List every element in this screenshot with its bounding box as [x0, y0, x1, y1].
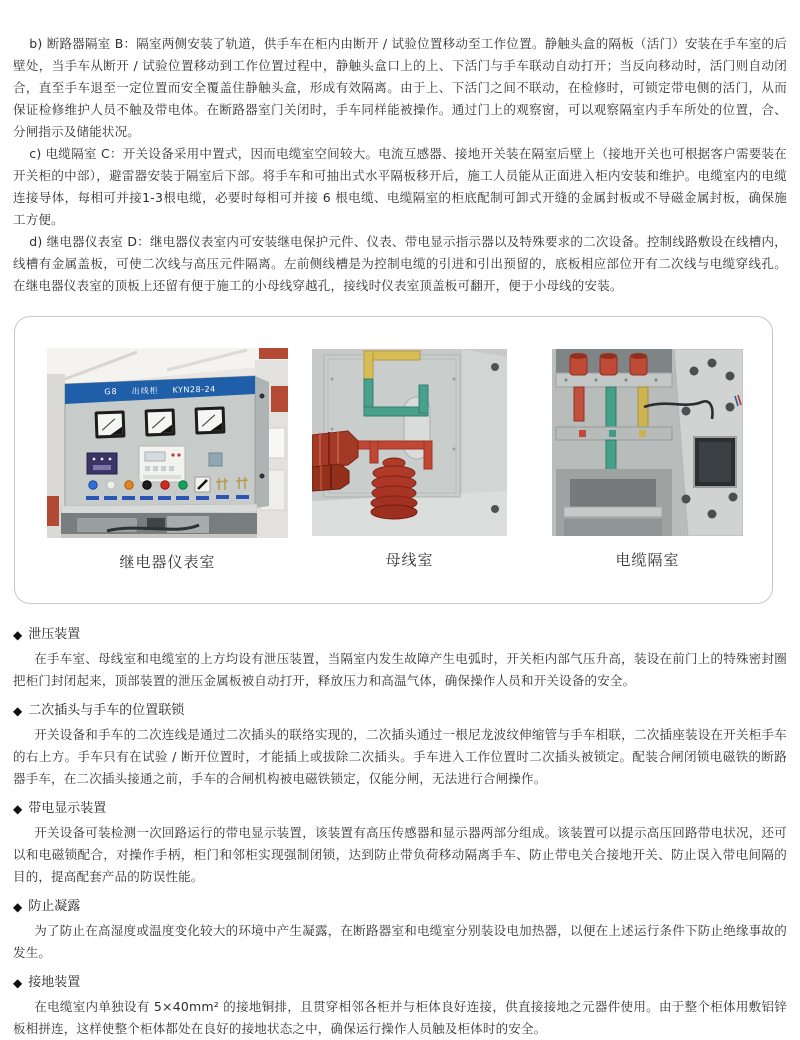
photo-busbar-room — [312, 349, 507, 570]
section-title-pressure-relief — [13, 626, 787, 644]
green-phase-strap — [606, 387, 616, 429]
caption-busbar-room: 母线室 — [385, 551, 434, 569]
cable-compartment-image — [552, 349, 743, 536]
small-module — [209, 453, 222, 466]
caption-relay-room: 继电器仪表室 — [119, 553, 216, 571]
section-body-live-display: 开关设备可装检测一次回路运行的带电显示装置，该装置有高压传感器和显示器两部分组成。该装置可以提示高压回路带电状况，还可以和电磁锁配合，对操作手柄，柜门和邻柜实现强制闭锁，达到防止带负荷移动隔离手车、防止带电关合接地开关、防止误入带电间隔的目的，提高配套产品的防误性能。 — [13, 825, 787, 884]
nameplate-cabinet: 出线柜 — [131, 385, 159, 396]
protection-relay-unit — [139, 446, 185, 482]
section-title-grounding-device — [13, 974, 787, 992]
nameplate-scheme: G8 — [104, 386, 118, 396]
section-body-secondary-plug-interlock: 开关设备和手车的二次连线是通过二次插头的联络实现的，二次插头通过一根尼龙波纹伸缩管与手车相联，二次插座装设在开关柜手车的右上方。手车只有在试验 / 断开位置时，才能插上或拔除二次插头。手车进入工作位置时二次插头被锁定。配装合闸闭锁电磁铁的断路器手车，在二次插头接通之前，手车的合闸机构被电磁铁锁定，仅能分闸，无法进行合闸操作。 — [13, 727, 787, 786]
analog-meter — [145, 408, 176, 436]
control-switch — [195, 477, 210, 492]
red-phase-strap — [574, 387, 584, 421]
vent-hole — [491, 363, 499, 371]
section-title-condensation-prevention — [13, 898, 787, 916]
photo-panel-frame — [14, 316, 773, 604]
indicator-subpanel — [87, 453, 117, 474]
relay-room-illustration — [47, 348, 288, 538]
section-body-grounding-device: 在电缆室内单独设有 5×40mm² 的接地铜排，且贯穿相邻各柜并与柜体良好连接，供直接接地之元器件使用。由于整个柜体用敷铝锌板相拼连，这样使整个柜体都处在良好的接地状态之中，确保运行操作人员触及柜体时的安全。 — [13, 999, 787, 1036]
diamond-bullet-icon: ◆ — [13, 976, 23, 990]
inspection-window — [694, 437, 736, 487]
section-title-secondary-plug-interlock — [13, 702, 787, 720]
vent-hole — [491, 505, 499, 513]
diamond-bullet-icon: ◆ — [13, 802, 23, 816]
photo-relay-instrument-room — [47, 348, 288, 572]
section-body-pressure-relief: 在手车室、母线室和电缆室的上方均设有泄压装置，当隔室内发生故障产生电弧时，开关柜内部气压升高，装设在前门上的特殊密封圈把柜门封闭起来，顶部装置的泄压金属板被自动打开，释放压力和高温气体，确保操作人员和开关设备的安全。 — [13, 651, 787, 688]
nameplate-model: KYN28-24 — [172, 384, 216, 395]
lower-recess — [570, 479, 656, 507]
paragraph-cable-compartment: c) 电缆隔室 C：开关设备采用中置式，因而电缆室空间较大。电流互感器、接地开关装在隔室后壁上（接地开关也可根据客户需要装在开关柜的中部），避雷器安装于隔室后下部。将手车和可抽出式水平隔板移开后，施工人员能从正面进入柜内安装和维护。电缆室内的电缆连接导体，每相可并接1-3根电缆，必要时每相可并接 6 根电缆、电缆隔室的柜底配制可卸式开缝的金属封板或不导磁金属封板，确保施工方便。 — [13, 146, 787, 227]
section-title-text: 二次插头与手车的位置联锁 — [28, 703, 185, 718]
feature-sections — [13, 604, 787, 1040]
intro-paragraphs — [13, 33, 787, 297]
paragraph-relay-compartment: d) 继电器仪表室 D：继电器仪表室内可安装继电保护元件、仪表、带电显示指示器以及特殊要求的二次设备。控制线路敷设在线槽内，线槽有金属盖板，可使二次线与高压元件隔离。左前侧线槽是为控制电缆的引进和引出预留的，底板相应部位开有二次线与电缆穿线孔。在继电器仪表室的顶板上还留有便于施工的小母线穿越孔，接线时仪表室顶盖板可翻开，便于小母线的安装。 — [13, 234, 787, 293]
red-insulators — [570, 353, 647, 375]
diamond-bullet-icon: ◆ — [13, 628, 23, 642]
busbar-room-illustration — [312, 349, 507, 536]
section-title-text: 接地装置 — [28, 975, 81, 990]
cable-compartment-illustration — [552, 349, 743, 536]
diamond-bullet-icon: ◆ — [13, 900, 23, 914]
relay-room-image — [47, 348, 288, 538]
paragraph-breaker-compartment: b) 断路器隔室 B：隔室两侧安装了轨道，供手车在柜内由断开 / 试验位置移动至工作位置。静触头盒的隔板（活门）安装在手车室的后壁处，当手车从断开 / 试验位置移动到工作位置过程中，静触头盒口上的上、下活门与手车联动自动打开；当反向移动时，活门则自动闭合，直至手车退至一定位置而安全覆盖住静触头盒，形成有效隔离。由于上、下活门之间不联动，在检修时，可锁定带电侧的活门，从而保证检修维护人员不触及带电体。在断路器室门关闭时，手车同样能被操作。通过门上的观察窗，可以观察隔室内手车所处的位置，合、分闸指示及储能状况。 — [13, 36, 787, 139]
section-title-text: 泄压装置 — [28, 627, 81, 642]
analog-meter — [195, 406, 226, 434]
diamond-bullet-icon: ◆ — [13, 704, 23, 718]
busbar-room-image — [312, 349, 507, 536]
section-title-text: 带电显示装置 — [28, 801, 107, 816]
analog-meter — [95, 410, 126, 438]
section-title-live-display — [13, 800, 787, 818]
photo-cable-compartment — [552, 349, 743, 570]
caption-cable-compartment: 电缆隔室 — [615, 551, 680, 569]
section-body-condensation-prevention: 为了防止在高湿度或温度变化较大的环境中产生凝露，在断路器室和电缆室分别装设电加热器，以便在上述运行条件下防止绝缘事故的发生。 — [13, 923, 787, 960]
section-title-text: 防止凝露 — [28, 899, 81, 914]
